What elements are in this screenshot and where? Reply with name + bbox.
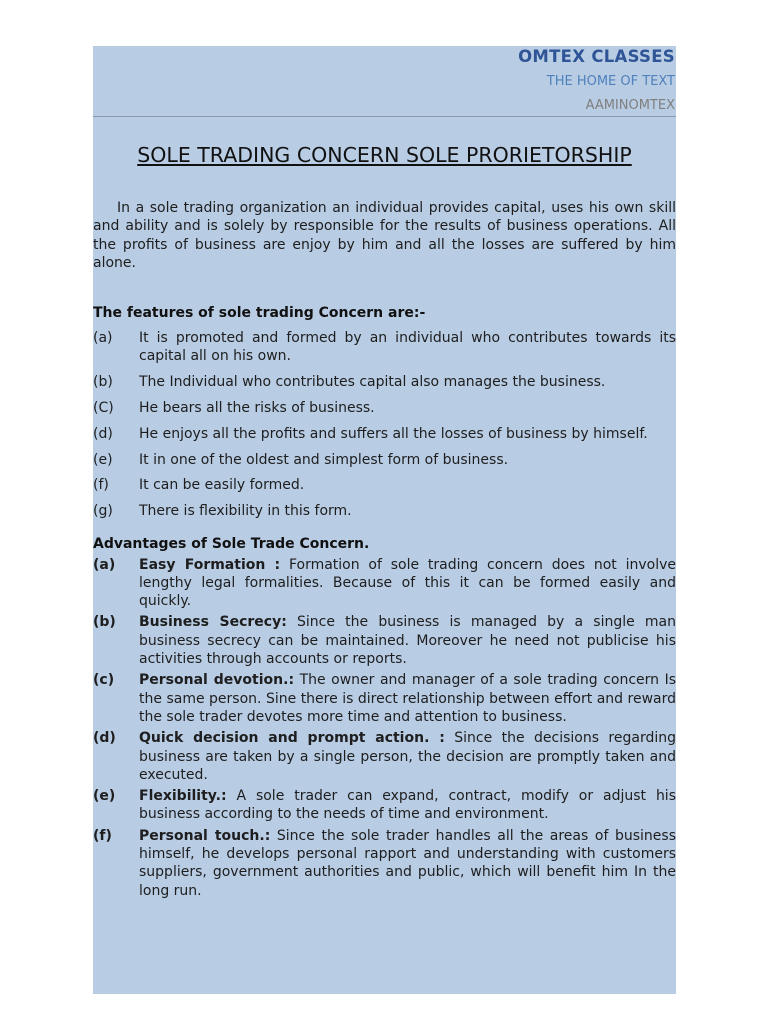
advantages-list: [93, 556, 676, 900]
item-marker: (b): [93, 614, 116, 631]
document-title: SOLE TRADING CONCERN SOLE PRORIETORSHIP: [137, 143, 632, 167]
item-body: [139, 613, 676, 668]
list-item: [93, 329, 676, 366]
list-item: [93, 556, 676, 611]
item-body: [139, 671, 676, 726]
item-term: Quick decision and prompt action. :: [139, 730, 445, 747]
list-item: [93, 613, 676, 668]
item-marker: (f): [93, 477, 109, 494]
item-term: Personal devotion.:: [139, 672, 295, 689]
item-term: Easy Formation :: [139, 556, 281, 573]
document-page: [93, 46, 676, 994]
brand-tagline: THE HOME OF TEXT: [546, 74, 675, 89]
item-text: A sole trader can expand, contract, modify or adjust his business according to the needs of time and environment.: [139, 788, 676, 823]
list-item: [93, 787, 676, 824]
item-body: [139, 556, 676, 611]
item-text: Since the business is managed by a single man business secrecy can be maintained. Moreover he need not publicise his activities through accounts or reports.: [139, 614, 676, 668]
item-marker: (f): [93, 827, 112, 844]
features-heading: The features of sole trading Concern are:-: [93, 305, 426, 322]
list-item: [93, 451, 676, 469]
item-text: He bears all the risks of business.: [139, 400, 375, 417]
item-body: [139, 827, 676, 900]
item-term: Personal touch.:: [139, 827, 271, 844]
advantages-heading: Advantages of Sole Trade Concern.: [93, 535, 370, 552]
item-text: The owner and manager of a sole trading concern Is the same person. Sine there is direct relationship between effort and reward the sole trader devotes more time and attention to business.: [139, 672, 677, 725]
list-item: [93, 373, 676, 391]
item-marker: (d): [93, 425, 113, 442]
item-term: Business Secrecy:: [139, 614, 287, 631]
header-divider: [93, 116, 676, 117]
item-text: The Individual who contributes capital also manages the business.: [139, 374, 606, 391]
list-item: [93, 476, 676, 494]
page-header: [93, 46, 676, 113]
item-body: [139, 729, 676, 784]
item-marker: (e): [93, 451, 113, 468]
list-item: [93, 502, 676, 520]
author-name: AAMINOMTEX: [585, 98, 675, 113]
item-marker: (g): [93, 503, 113, 520]
list-item: [93, 827, 676, 900]
features-list: [93, 329, 676, 520]
item-term: Flexibility.:: [139, 788, 227, 805]
item-text: Since the decisions regarding business are taken by a single person, the decision are promptly taken and executed.: [139, 730, 677, 783]
item-text: It is promoted and formed by an individual who contributes towards its capital all on his own.: [139, 330, 676, 365]
item-marker: (a): [93, 330, 113, 347]
item-text: He enjoys all the profits and suffers all the losses of business by himself.: [139, 425, 648, 442]
item-body: [139, 787, 676, 824]
item-marker: (e): [93, 788, 116, 805]
item-marker: (a): [93, 556, 116, 573]
item-marker: (b): [93, 374, 113, 391]
intro-paragraph: In a sole trading organization an individual provides capital, uses his own skill and ability and is solely by responsible for the results of business operations. All the profits of business are enjoy by him and all the losses are suffered by him alone.: [93, 200, 676, 271]
item-marker: (d): [93, 730, 116, 747]
item-marker: (C): [93, 400, 114, 417]
list-item: [93, 671, 676, 726]
item-marker: (c): [93, 672, 115, 689]
item-text: Since the sole trader handles all the areas of business himself, he develops personal rapport and understanding with customers suppliers, government authorities and public, which will benefit him In the long run.: [139, 827, 676, 899]
list-item: [93, 425, 676, 443]
item-text: There is flexibility in this form.: [139, 503, 352, 520]
item-text: It can be easily formed.: [139, 477, 305, 494]
item-text: Formation of sole trading concern does not involve lengthy legal formalities. Because of this it can be formed easily and quickly.: [139, 556, 676, 610]
brand-name: OMTEX CLASSES: [518, 47, 675, 66]
list-item: [93, 729, 676, 784]
item-text: It in one of the oldest and simplest form of business.: [139, 451, 509, 468]
list-item: [93, 399, 676, 417]
